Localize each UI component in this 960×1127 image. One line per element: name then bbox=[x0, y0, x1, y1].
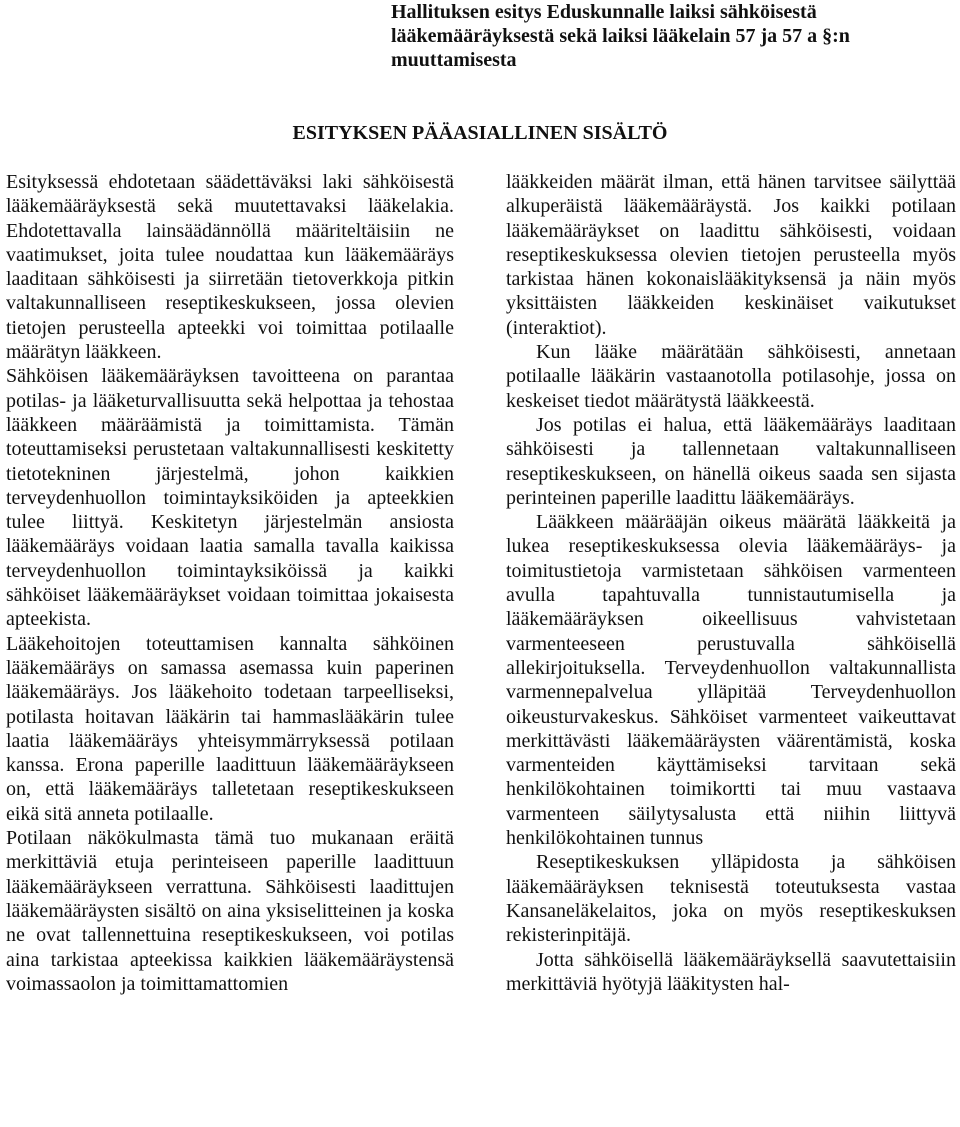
document-title: Hallituksen esitys Eduskunnalle laiksi sähköisestä lääkemääräyksestä sekä laiksi lääkelain 57 ja 57 a §:n muuttamisesta bbox=[391, 1, 850, 71]
paragraph: lääkkeiden määrät ilman, että hänen tarvitsee säilyttää alkuperäistä lääkemääräystä. Jos kaikki potilaan lääkemääräykset on laadittu sähköisesti, voidaan reseptikeskuksessa olevien tietojen perusteella myös tarkistaa hänen kokonaislääkityksensä ja näin myös yksittäisten lääkkeiden keskinäiset vaikutukset (interaktiot). bbox=[506, 171, 956, 339]
paragraph: Reseptikeskuksen ylläpidosta ja sähköisen lääkemääräyksen teknisestä toteutuksesta vastaa Kansaneläkelaitos, joka on myös reseptikeskuksen rekisterinpitäjä. bbox=[506, 851, 956, 947]
paragraph: Jos potilas ei halua, että lääkemääräys laaditaan sähköisesti ja tallennetaan valtakunnalliseen reseptikeskukseen, on hänellä oikeus saada sen sijasta perinteinen paperille laadittu lääkemääräys. bbox=[506, 413, 956, 509]
paragraph: Jotta sähköisellä lääkemääräyksellä saavutettaisiin merkittäviä hyötyjä lääkitysten hal- bbox=[506, 948, 956, 995]
paragraph: Potilaan näkökulmasta tämä tuo mukanaan eräitä merkittäviä etuja perinteiseen paperille laadittuun lääkemääräykseen verrattuna. Sähköisesti laadittujen lääkemääräysten sisältö on aina yksiselitteinen ja koska ne ovat tallennettuina reseptikeskukseen, voi potilas aina tarkistaa apteekissa kaikkien lääkemääräystensä voimassaolon ja toimittamattomien bbox=[6, 827, 454, 995]
paragraph: Lääkehoitojen toteuttamisen kannalta sähköinen lääkemääräys on samassa asemassa kuin paperinen lääkemääräys. Jos lääkehoito todetaan tarpeelliseksi, potilasta hoitavan lääkärin tai hammaslääkärin tulee laatia lääkemääräys yhteisymmärryksessä potilaan kanssa. Erona paperille laadittuun lääkemääräykseen on, että lääkemääräys talletetaan reseptikeskukseen eikä sitä anneta potilaalle. bbox=[6, 632, 454, 825]
paragraph: Esityksessä ehdotetaan säädettäväksi laki sähköisestä lääkemääräyksestä sekä muutettavaksi lääkelakia. Ehdotettavalla lainsäädännöllä määriteltäisiin ne vaatimukset, joita tulee noudattaa kun lääkemääräys laaditaan sähköisesti ja siirretään tietoverkkoja pitkin valtakunnalliseen reseptikeskukseen, jossa olevien tietojen perusteella apteekki voi toimittaa potilaalle määrätyn lääkkeen. bbox=[6, 171, 454, 364]
paragraph: Lääkkeen määrääjän oikeus määrätä lääkkeitä ja lukea reseptikeskuksessa olevia lääkemääräys- ja toimitustietoja varmistetaan sähköisen varmenteen avulla tapahtuvalla tunnistautumisella ja lääkemääräyksen oikeellisuus vahvistetaan varmenteeseen perustuvalla sähköisellä allekirjoituksella. Terveydenhuollon valtakunnallista varmennepalvelua ylläpitää Terveydenhuollon oikeusturvakeskus. Sähköiset varmenteet vaikeuttavat merkittävästi lääkemääräysten väärentämistä, koska varmenteiden käyttämiseksi tarvitaan sekä henkilökohtainen toimikortti tai muu vastaava varmenteen säilytysalusta että niihin liittyvä henkilökohtainen tunnus bbox=[506, 511, 956, 850]
paragraph: Kun lääke määrätään sähköisesti, annetaan potilaalle lääkärin vastaanotolla potilasohje, jossa on keskeiset tiedot määrätystä lääkkeestä. bbox=[506, 341, 956, 412]
paragraph: Sähköisen lääkemääräyksen tavoitteena on parantaa potilas- ja lääketurvallisuutta sekä helpottaa ja tehostaa lääkkeen määräämistä ja toimittamista. Tämän toteuttamiseksi perustetaan valtakunnallisesti keskitetty tietotekninen järjestelmä, johon kaikkien terveydenhuollon toimintayksiköiden ja apteekkien tulee liittyä. Keskitetyn järjestelmän ansiosta lääkemääräys voidaan laatia samalla tavalla kaikissa terveydenhuollon toimintayksiköissä ja kaikki sähköiset lääkemääräykset voidaan toimittaa jokaisesta apteekista. bbox=[6, 365, 454, 631]
left-column bbox=[6, 170, 454, 996]
right-column bbox=[506, 170, 956, 996]
section-heading: ESITYKSEN PÄÄASIALLINEN SISÄLTÖ bbox=[292, 122, 668, 144]
